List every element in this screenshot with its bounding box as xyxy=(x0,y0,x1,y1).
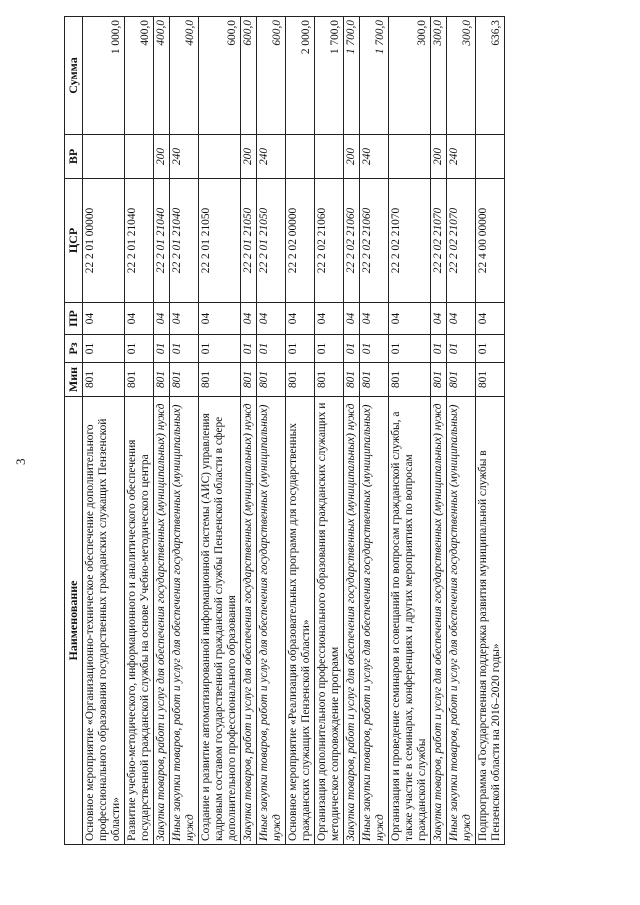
cell-name: Закупка товаров, работ и услуг для обеспечения государственных (муниципальных) нужд xyxy=(241,397,257,845)
table-row xyxy=(170,17,199,845)
page-number: 3 xyxy=(13,458,28,465)
cell-name: Закупка товаров, работ и услуг для обеспечения государственных (муниципальных) нужд xyxy=(431,397,447,845)
cell-name: Иные закупки товаров, работ и услуг для обеспечения государственных (муниципальных) нужд xyxy=(257,397,286,845)
cell-vr xyxy=(476,135,505,179)
cell-pr: 04 xyxy=(476,303,505,335)
cell-sum: 300,0 xyxy=(447,17,476,135)
cell-sum: 1 700,0 xyxy=(315,17,344,135)
header-rz: Рз xyxy=(65,335,83,363)
table-row xyxy=(344,17,360,845)
cell-vr xyxy=(125,135,154,179)
table-row xyxy=(476,17,505,845)
table-row xyxy=(257,17,286,845)
table-row xyxy=(83,17,125,845)
cell-rz: 01 xyxy=(241,335,257,363)
cell-vr: 240 xyxy=(257,135,286,179)
cell-rz: 01 xyxy=(476,335,505,363)
cell-rz: 01 xyxy=(83,335,125,363)
cell-min: 801 xyxy=(476,363,505,397)
cell-csr: 22 2 01 21040 xyxy=(154,179,170,303)
table-body xyxy=(83,17,505,845)
cell-vr xyxy=(315,135,344,179)
cell-csr: 22 2 01 21050 xyxy=(199,179,241,303)
cell-rz: 01 xyxy=(447,335,476,363)
table-row xyxy=(154,17,170,845)
cell-vr: 240 xyxy=(170,135,199,179)
cell-min: 801 xyxy=(170,363,199,397)
cell-min: 801 xyxy=(389,363,431,397)
cell-csr: 22 2 02 21070 xyxy=(389,179,431,303)
header-sum: Сумма xyxy=(65,17,83,135)
cell-sum: 2 000,0 xyxy=(286,17,315,135)
cell-min: 801 xyxy=(199,363,241,397)
cell-csr: 22 2 02 21070 xyxy=(447,179,476,303)
cell-min: 801 xyxy=(154,363,170,397)
cell-csr: 22 2 02 00000 xyxy=(286,179,315,303)
cell-min: 801 xyxy=(315,363,344,397)
cell-pr: 04 xyxy=(154,303,170,335)
cell-csr: 22 2 01 21050 xyxy=(257,179,286,303)
cell-sum: 1 700,0 xyxy=(360,17,389,135)
cell-pr: 04 xyxy=(257,303,286,335)
table-header-row xyxy=(65,17,83,845)
cell-name: Развитие учебно-методического, информационного и аналитического обеспечения государственной гражданской службы на основе Учебно-методического центра xyxy=(125,397,154,845)
cell-name: Иные закупки товаров, работ и услуг для обеспечения государственных (муниципальных) нужд xyxy=(170,397,199,845)
cell-min: 801 xyxy=(286,363,315,397)
cell-vr xyxy=(83,135,125,179)
cell-pr: 04 xyxy=(431,303,447,335)
cell-rz: 01 xyxy=(286,335,315,363)
cell-vr: 240 xyxy=(360,135,389,179)
cell-sum: 1 000,0 xyxy=(83,17,125,135)
header-min: Мин xyxy=(65,363,83,397)
table-row xyxy=(125,17,154,845)
cell-name: Иные закупки товаров, работ и услуг для обеспечения государственных (муниципальных) нужд xyxy=(360,397,389,845)
cell-min: 801 xyxy=(360,363,389,397)
cell-rz: 01 xyxy=(344,335,360,363)
cell-name: Организация и проведение семинаров и совещаний по вопросам гражданской службы, а также участие в семинарах, конференциях и других мероприятиях по вопросам гражданской службы xyxy=(389,397,431,845)
table-row xyxy=(199,17,241,845)
cell-rz: 01 xyxy=(199,335,241,363)
table-row xyxy=(431,17,447,845)
cell-vr: 200 xyxy=(344,135,360,179)
cell-csr: 22 4 00 00000 xyxy=(476,179,505,303)
cell-min: 801 xyxy=(241,363,257,397)
table-row xyxy=(241,17,257,845)
cell-sum: 400,0 xyxy=(170,17,199,135)
cell-sum: 600,0 xyxy=(241,17,257,135)
cell-sum: 1 700,0 xyxy=(344,17,360,135)
cell-vr xyxy=(199,135,241,179)
cell-vr: 240 xyxy=(447,135,476,179)
cell-csr: 22 2 02 21060 xyxy=(344,179,360,303)
cell-sum: 636,3 xyxy=(476,17,505,135)
cell-pr: 04 xyxy=(315,303,344,335)
cell-csr: 22 2 02 21070 xyxy=(431,179,447,303)
header-pr: ПР xyxy=(65,303,83,335)
cell-rz: 01 xyxy=(315,335,344,363)
cell-rz: 01 xyxy=(125,335,154,363)
cell-csr: 22 2 01 00000 xyxy=(83,179,125,303)
cell-min: 801 xyxy=(83,363,125,397)
table-row xyxy=(447,17,476,845)
cell-sum: 400,0 xyxy=(125,17,154,135)
cell-vr: 200 xyxy=(431,135,447,179)
cell-pr: 04 xyxy=(170,303,199,335)
table-row xyxy=(360,17,389,845)
cell-pr: 04 xyxy=(241,303,257,335)
cell-vr: 200 xyxy=(241,135,257,179)
cell-pr: 04 xyxy=(199,303,241,335)
cell-pr: 04 xyxy=(83,303,125,335)
cell-pr: 04 xyxy=(286,303,315,335)
header-vr: ВР xyxy=(65,135,83,179)
cell-rz: 01 xyxy=(170,335,199,363)
cell-pr: 04 xyxy=(360,303,389,335)
cell-name: Основное мероприятие «Организационно-техническое обеспечение дополнительного профессионального образования государственных гражданских служащих Пензенской области» xyxy=(83,397,125,845)
cell-csr: 22 2 01 21050 xyxy=(241,179,257,303)
cell-csr: 22 2 02 21060 xyxy=(360,179,389,303)
table-row xyxy=(389,17,431,845)
cell-min: 801 xyxy=(431,363,447,397)
cell-csr: 22 2 01 21040 xyxy=(170,179,199,303)
cell-name: Создание и развитие автоматизированной информационной системы (АИС) управления кадровым составом государственной гражданской службы Пензенской области в сфере дополнительного профессионального образования xyxy=(199,397,241,845)
cell-vr xyxy=(389,135,431,179)
cell-name: Организация дополнительного профессионального образования гражданских служащих и методическое сопровождение программ xyxy=(315,397,344,845)
cell-pr: 04 xyxy=(344,303,360,335)
cell-min: 801 xyxy=(257,363,286,397)
cell-pr: 04 xyxy=(447,303,476,335)
cell-name: Основное мероприятие «Реализация образовательных программ для государственных гражданских служащих Пензенской области» xyxy=(286,397,315,845)
cell-rz: 01 xyxy=(389,335,431,363)
cell-name: Закупка товаров, работ и услуг для обеспечения государственных (муниципальных) нужд xyxy=(344,397,360,845)
cell-rz: 01 xyxy=(257,335,286,363)
cell-name: Закупка товаров, работ и услуг для обеспечения государственных (муниципальных) нужд xyxy=(154,397,170,845)
table-row xyxy=(286,17,315,845)
cell-vr xyxy=(286,135,315,179)
cell-sum: 300,0 xyxy=(389,17,431,135)
cell-rz: 01 xyxy=(154,335,170,363)
cell-min: 801 xyxy=(447,363,476,397)
cell-csr: 22 2 01 21040 xyxy=(125,179,154,303)
budget-table xyxy=(64,16,505,845)
cell-min: 801 xyxy=(344,363,360,397)
cell-name: Иные закупки товаров, работ и услуг для обеспечения государственных (муниципальных) нужд xyxy=(447,397,476,845)
cell-sum: 600,0 xyxy=(257,17,286,135)
cell-rz: 01 xyxy=(431,335,447,363)
table-row xyxy=(315,17,344,845)
cell-min: 801 xyxy=(125,363,154,397)
header-name: Наименование xyxy=(65,397,83,845)
cell-sum: 300,0 xyxy=(431,17,447,135)
cell-pr: 04 xyxy=(389,303,431,335)
cell-sum: 600,0 xyxy=(199,17,241,135)
cell-pr: 04 xyxy=(125,303,154,335)
header-csr: ЦСР xyxy=(65,179,83,303)
cell-sum: 400,0 xyxy=(154,17,170,135)
cell-rz: 01 xyxy=(360,335,389,363)
cell-vr: 200 xyxy=(154,135,170,179)
cell-name: Подпрограмма «Государственная поддержка развития муниципальной службы в Пензенской области на 2016–2020 годы» xyxy=(476,397,505,845)
cell-csr: 22 2 02 21060 xyxy=(315,179,344,303)
